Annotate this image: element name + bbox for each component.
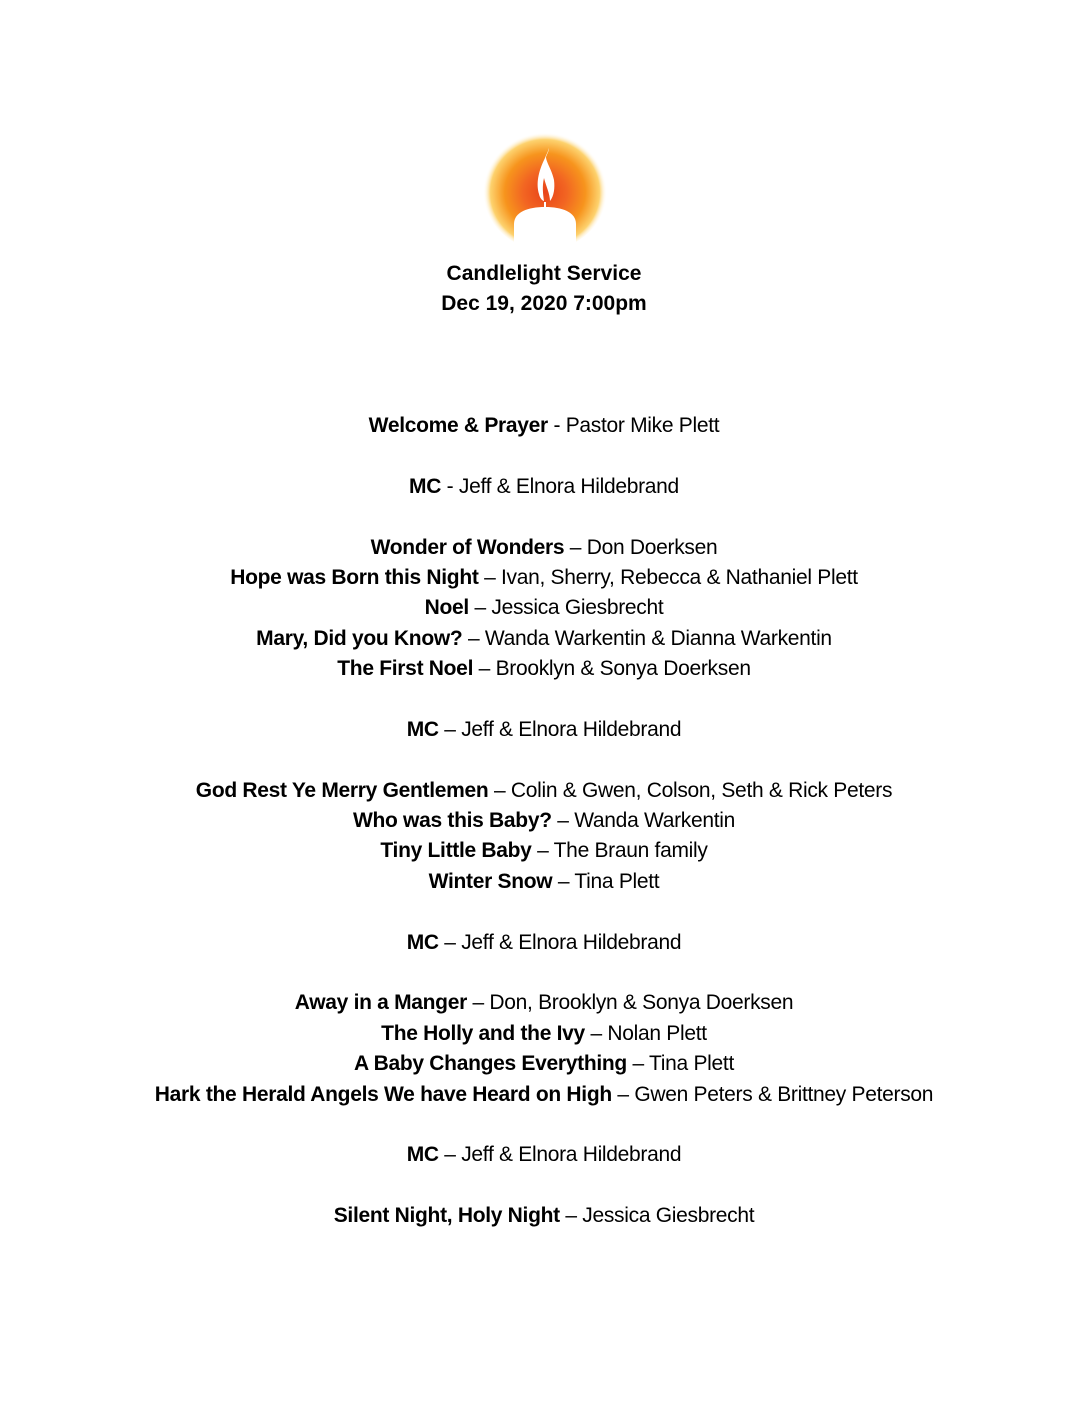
item-separator: – xyxy=(438,1143,462,1167)
program-item xyxy=(0,1140,1088,1170)
item-separator: – xyxy=(478,565,501,589)
item-performer: Don, Brooklyn & Sonya Doerksen xyxy=(489,991,794,1015)
item-separator: – xyxy=(559,1204,583,1228)
program-item xyxy=(0,988,1088,1018)
program-item xyxy=(0,533,1088,563)
item-separator: – xyxy=(531,839,554,863)
item-title: Silent Night, Holy Night xyxy=(333,1204,560,1228)
spacer xyxy=(0,502,1088,532)
item-separator: - xyxy=(547,414,566,437)
spacer xyxy=(0,441,1088,471)
program-item xyxy=(0,806,1088,836)
item-performer: Don Doerksen xyxy=(586,535,718,559)
item-title: Hope was Born this Night xyxy=(230,565,479,589)
item-separator: – xyxy=(584,1021,608,1045)
item-performer: The Braun family xyxy=(553,839,708,863)
item-separator: - xyxy=(441,474,459,498)
item-performer: Brooklyn & Sonya Doerksen xyxy=(495,657,751,681)
program-item xyxy=(0,624,1088,654)
item-separator: – xyxy=(438,717,462,741)
item-separator: – xyxy=(488,778,511,802)
program-item xyxy=(0,928,1088,958)
item-performer: Jessica Giesbrecht xyxy=(582,1204,755,1228)
item-title: Mary, Did you Know? xyxy=(256,626,463,650)
service-title: Candlelight Service xyxy=(446,262,642,285)
item-performer: Colin & Gwen, Colson, Seth & Rick Peters xyxy=(510,778,893,802)
item-performer: Jessica Giesbrecht xyxy=(491,596,664,620)
program-item xyxy=(0,472,1088,502)
item-performer: Pastor Mike Plett xyxy=(565,414,720,437)
program-item xyxy=(0,654,1088,684)
item-separator: – xyxy=(611,1082,635,1106)
spacer xyxy=(0,897,1088,927)
program-item xyxy=(0,1201,1088,1231)
program-item xyxy=(0,836,1088,866)
item-title: The Holly and the Ivy xyxy=(381,1021,585,1045)
item-separator: – xyxy=(564,535,587,559)
spacer xyxy=(0,958,1088,988)
item-performer: Wanda Warkentin & Dianna Warkentin xyxy=(484,626,832,650)
item-title: Hark the Herald Angels We have Heard on High xyxy=(154,1082,612,1106)
program-item xyxy=(0,867,1088,897)
program-item xyxy=(0,1049,1088,1079)
item-separator: – xyxy=(438,930,462,954)
item-title: MC xyxy=(406,930,439,954)
program-item xyxy=(0,411,1088,441)
program-list xyxy=(0,411,1088,1232)
item-title: Wonder of Wonders xyxy=(370,535,565,559)
program-item xyxy=(0,1080,1088,1110)
item-separator: – xyxy=(551,809,575,833)
item-title: Noel xyxy=(424,596,469,620)
program-item xyxy=(0,715,1088,745)
program-item xyxy=(0,593,1088,623)
item-separator: – xyxy=(473,657,496,681)
item-title: Tiny Little Baby xyxy=(380,839,532,863)
item-performer: Tina Plett xyxy=(574,869,660,893)
item-title: Who was this Baby? xyxy=(352,809,552,833)
candle-icon xyxy=(480,128,610,250)
item-separator: – xyxy=(552,869,575,893)
item-title: A Baby Changes Everything xyxy=(354,1052,627,1076)
spacer xyxy=(0,1110,1088,1140)
item-separator: – xyxy=(462,626,485,650)
item-performer: Gwen Peters & Brittney Peterson xyxy=(634,1082,934,1106)
item-title: MC xyxy=(406,717,439,741)
item-title: The First Noel xyxy=(337,657,474,681)
item-performer: Jeff & Elnora Hildebrand xyxy=(461,930,682,954)
title-block xyxy=(0,259,1088,319)
item-performer: Jeff & Elnora Hildebrand xyxy=(458,474,679,498)
item-performer: Ivan, Sherry, Rebecca & Nathaniel Plett xyxy=(501,565,858,589)
item-performer: Wanda Warkentin xyxy=(574,809,736,833)
spacer xyxy=(0,685,1088,715)
item-performer: Nolan Plett xyxy=(607,1021,707,1045)
spacer xyxy=(0,1171,1088,1201)
item-title: Welcome & Prayer xyxy=(368,414,548,437)
item-separator: – xyxy=(466,991,490,1015)
spacer xyxy=(0,745,1088,775)
item-performer: Jeff & Elnora Hildebrand xyxy=(461,717,682,741)
service-datetime: Dec 19, 2020 7:00pm xyxy=(441,292,647,315)
item-title: Winter Snow xyxy=(428,869,553,893)
item-title: MC xyxy=(406,1143,439,1167)
program-item xyxy=(0,776,1088,806)
item-performer: Jeff & Elnora Hildebrand xyxy=(461,1143,682,1167)
item-performer: Tina Plett xyxy=(649,1052,734,1076)
program-item xyxy=(0,563,1088,593)
program-item xyxy=(0,1019,1088,1049)
item-separator: – xyxy=(626,1052,650,1076)
item-separator: – xyxy=(468,596,492,620)
item-title: God Rest Ye Merry Gentlemen xyxy=(195,778,489,802)
item-title: Away in a Manger xyxy=(294,991,467,1015)
item-title: MC xyxy=(409,474,442,498)
